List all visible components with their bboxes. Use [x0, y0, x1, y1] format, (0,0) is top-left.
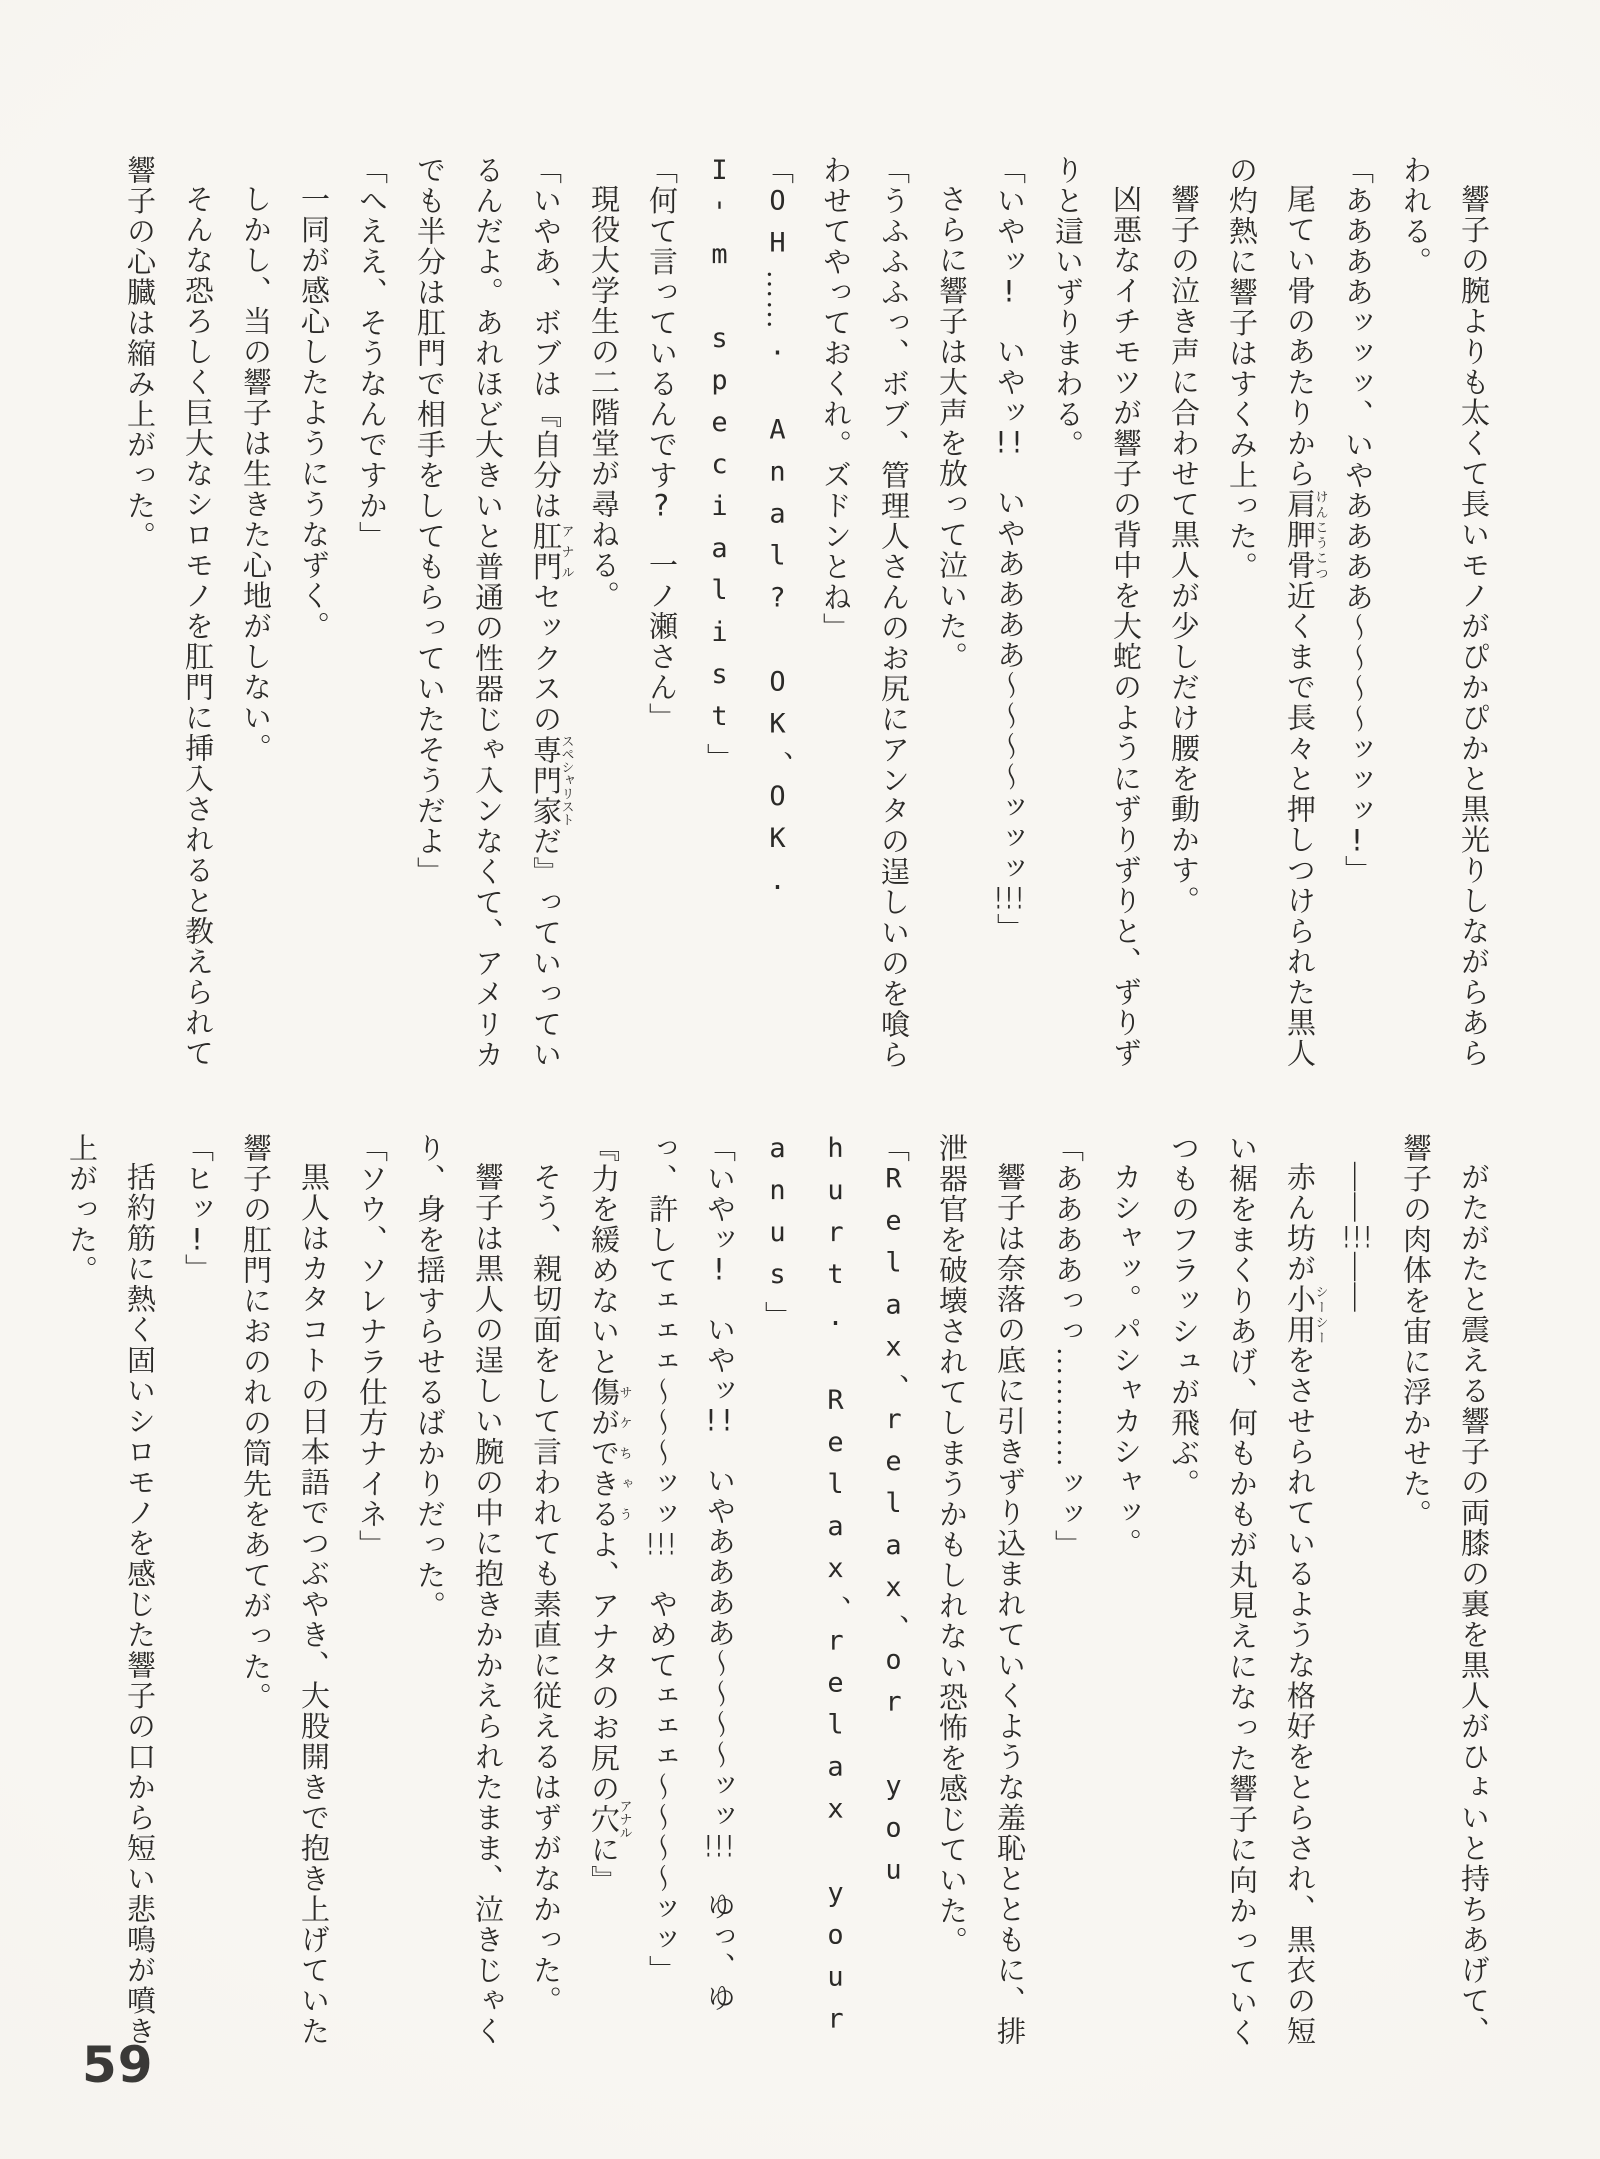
romaji-text: or you hurt. Relax: [820, 1133, 909, 1897]
paragraph: 「ヒッ!」: [181, 1133, 213, 1284]
tate-chu-yoko-text: ?: [652, 490, 670, 520]
paragraph: 「ソウ、ソレナラ仕方ナイネ」: [355, 1133, 387, 1560]
paragraph: ――!!!――: [1341, 1162, 1373, 1313]
paragraph: 「Relax、relax、or you hurt. Relax、relax your anus」: [761, 1133, 909, 2046]
tate-chu-yoko-text: !!!: [993, 884, 1025, 913]
paragraph: 「OH……. Anal? OK、OK. I'm specialist」: [703, 155, 793, 907]
tate-chu-yoko-text: !!: [703, 1406, 735, 1435]
tate-chu-yoko-text: !!!: [1341, 1223, 1373, 1252]
paragraph: がたがたと震える響子の両膝の裏を黒人がひょいと持ちあげて、響子の肉体を宙に浮かせた。: [1399, 1133, 1489, 2047]
ruby-annotated-text: 肛門アナル: [529, 521, 575, 582]
paragraph: 「いやッ! いやッ!! いやああああ〜〜〜〜ッッッ!!!」: [993, 155, 1025, 944]
paragraph: 『力を緩めないと傷ができるサケちゃうよ、アナタのお尻の穴アナルに』: [587, 1133, 633, 1896]
ruby-annotated-text: 肩胛骨けんこうこつ: [1283, 489, 1329, 581]
paragraph: そう、親切面をして言われても素直に従えるはずがなかった。: [529, 1162, 561, 2016]
page-number: 59: [82, 2036, 154, 2094]
romaji-text: . Anal? OK: [762, 330, 793, 751]
paragraph: 尾てい骨のあたりから肩胛骨けんこうこつ近くまで長々と押しつけられた黒人の灼熱に響子はすくみ上った。: [1225, 155, 1329, 1069]
bottom-text-block: [65, 1133, 1502, 2048]
paragraph: さらに響子は大声を放って泣いた。: [935, 184, 967, 672]
top-text-block: [110, 155, 1502, 1070]
paragraph: 黒人はカタコトの日本語でつぶやき、大股開きで抱き上げていた響子の肛門におのれの筒先をあてがった。: [239, 1133, 329, 2047]
romaji-text: OH: [762, 185, 793, 270]
romaji-text: Relax: [878, 1163, 909, 1374]
paragraph: 響子の泣き声に合わせて黒人が少しだけ腰を動かす。: [1167, 184, 1199, 916]
ruby-annotated-text: 小用シーシー: [1283, 1284, 1329, 1345]
tate-chu-yoko-text: !: [710, 1255, 728, 1284]
paragraph: 赤ん坊が小用シーシーをさせられているような格好をとらされ、黒衣の短い裾をまくりあげ、何もかもが丸見えになった響子に向かっていくつものフラッシュが飛ぶ。: [1167, 1133, 1329, 2048]
paragraph: 「ああああッッッ、いやああああ〜〜〜〜ッッッ!」: [1341, 155, 1373, 886]
paragraph: 括約筋に熱く固いシロモノを感じた響子の口から短い悲鳴が噴き上がった。: [65, 1133, 155, 2047]
paragraph: 「いやッ! いやッ!! いやああああ〜〜〜〜ッッ!!! ゆっ、ゆっ、許してェェェ〜〜〜ッッ!!! やめてェェェ〜〜〜〜ッッ」: [645, 1133, 735, 2013]
paragraph: 凶悪なイチモツが響子の背中を大蛇のようにずりずりと、ずりずりと這いずりまわる。: [1051, 155, 1141, 1069]
paragraph: 響子は奈落の底に引きずり込まれていくような羞恥とともに、排泄器官を破壊されてしまうかもしれない恐怖を感じていた。: [935, 1133, 1025, 2047]
paragraph: しかし、当の響子は生きた心地がしない。: [239, 184, 271, 764]
paragraph: 現役大学生の二階堂が尋ねる。: [587, 184, 619, 611]
paragraph: 「いやあ、ボブは『自分は肛門アナルセックスの専門家スペシャリストだ』っていっているんだよ。あれほど大きいと普通の性器じゃ入ンなくて、アメリカでも半分は肛門で相手をしてもらっていたそうだよ」: [413, 155, 575, 1070]
paragraph: 一同が感心したようにうなずく。: [297, 184, 329, 642]
tate-chu-yoko-text: !!!: [703, 1831, 735, 1861]
ruby-annotated-text: 専門家スペシャリスト: [529, 734, 575, 826]
romaji-text: OK. I'm specialist: [704, 155, 793, 907]
tate-chu-yoko-text: !: [188, 1224, 206, 1254]
paragraph: 響子は黒人の逞しい腕の中に抱きかかえられたまま、泣きじゃくり、身を揺すらせるばかりだった。: [413, 1133, 503, 2047]
paragraph: 「ああああっっ…………ッッ」: [1051, 1133, 1083, 1560]
tate-chu-yoko-text: !: [1348, 826, 1366, 855]
tate-chu-yoko-text: !!!: [645, 1529, 677, 1559]
tate-chu-yoko-text: !!: [993, 428, 1025, 457]
tate-chu-yoko-text: !: [1000, 277, 1018, 306]
ruby-annotated-text: 傷ができるサケちゃう: [587, 1377, 633, 1530]
paragraph: 「うふふふっ、ボブ、管理人さんのお尻にアンタの逞しいのを喰らわせてやっておくれ。ズドンとね」: [819, 155, 909, 1070]
paragraph: 響子の腕よりも太くて長いモノがぴかぴかと黒光りしながらあらわれる。: [1399, 155, 1489, 1069]
paragraph: 「何て言っているんです? 一ノ瀬さん」: [645, 155, 677, 733]
paragraph: そんな恐ろしく巨大なシロモノを肛門に挿入されると教えられて響子の心臓は縮み上がった。: [123, 155, 213, 1069]
paragraph: 「へええ、そうなんですか」: [355, 155, 387, 552]
romaji-text: relax: [878, 1404, 909, 1614]
ruby-annotated-text: 穴アナル: [587, 1799, 633, 1839]
romaji-text: relax your anus: [762, 1133, 851, 2046]
paragraph: カシャッ。パシャカシャッ。: [1109, 1162, 1141, 1559]
